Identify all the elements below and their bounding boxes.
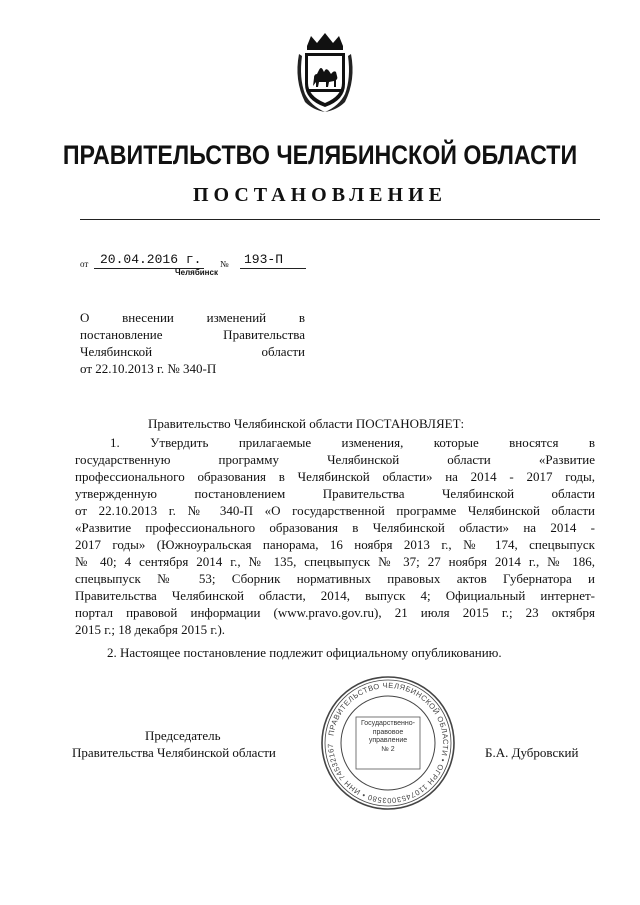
body-line: «Развитие профессионального образования в Челябинской области» на 2014 - (75, 520, 595, 535)
body-line: 2017 годы» (Южноуральская панорама, 16 ноября 2013 г., № 174, спецвыпуск (75, 537, 595, 552)
signer-name: Б.А. Дубровский (485, 745, 579, 760)
number-prefix: № (220, 259, 229, 269)
subject-line: от 22.10.2013 г. № 340-П (80, 361, 217, 376)
document-number: 193-П (244, 252, 284, 267)
city-label: Челябинск (175, 268, 218, 277)
seal-center-line: управление (368, 737, 408, 744)
body-line: портал правовой информации (www.pravo.gov.ru), 21 июля 2015 г.; 23 октября (75, 605, 595, 620)
government-title: ПРАВИТЕЛЬСТВО ЧЕЛЯБИНСКОЙ ОБЛАСТИ (62, 140, 578, 170)
body-line: № 40; 4 сентября 2014 г., № 135, спецвыпуск № 37; 27 ноября 2014 г., № 186, (75, 554, 595, 569)
document-date: 20.04.2016 г. (100, 252, 202, 267)
document-type-title: ПОСТАНОВЛЕНИЕ (193, 184, 447, 206)
signer-title: Правительства Челябинской области (72, 745, 276, 760)
official-seal (318, 673, 458, 813)
body-line: Правительства Челябинской области, 2014, выпуск 4; Официальный интернет- (75, 588, 595, 603)
body-line: 1. Утвердить прилагаемые изменения, которые вносятся в (110, 435, 595, 450)
body-line: спецвыпуск № 53; Сборник нормативных правовых актов Губернатора и (75, 571, 595, 586)
resolution-item-2: 2. Настоящее постановление подлежит официальному опубликованию. (107, 645, 502, 660)
subject-line: постановление Правительства (80, 327, 305, 342)
header-divider (80, 219, 600, 220)
seal-center-line: Государственно- (360, 720, 416, 727)
body-line: государственную программу Челябинской области «Развитие (75, 452, 595, 467)
date-prefix: от (80, 259, 89, 269)
body-line: профессионального образования в Челябинской области» на 2014 - 2017 годы, (75, 469, 595, 484)
seal-center-line: правовое (372, 728, 404, 736)
subject-line: Челябинской области (80, 344, 305, 359)
body-line: 2015 г.; 18 декабря 2015 г.). (75, 622, 226, 637)
subject-line: О внесении изменений в (80, 310, 305, 325)
signer-title: Председатель (145, 728, 221, 743)
seal-center-line: № 2 (381, 745, 395, 753)
seal-ring-text: ПРАВИТЕЛЬСТВО ЧЕЛЯБИНСКОЙ ОБЛАСТИ • ОГРН 1107453003580 • ИНН 74532167 (325, 680, 451, 806)
coat-of-arms-icon (293, 32, 357, 114)
seal-center-text (352, 720, 424, 754)
resolution-intro: Правительство Челябинской области ПОСТАНОВЛЯЕТ: (148, 416, 465, 431)
body-line: утвержденную постановлением Правительства Челябинской области (75, 486, 595, 501)
body-line: от 22.10.2013 г. № 340-П «О государственной программе Челябинской области (75, 503, 595, 518)
